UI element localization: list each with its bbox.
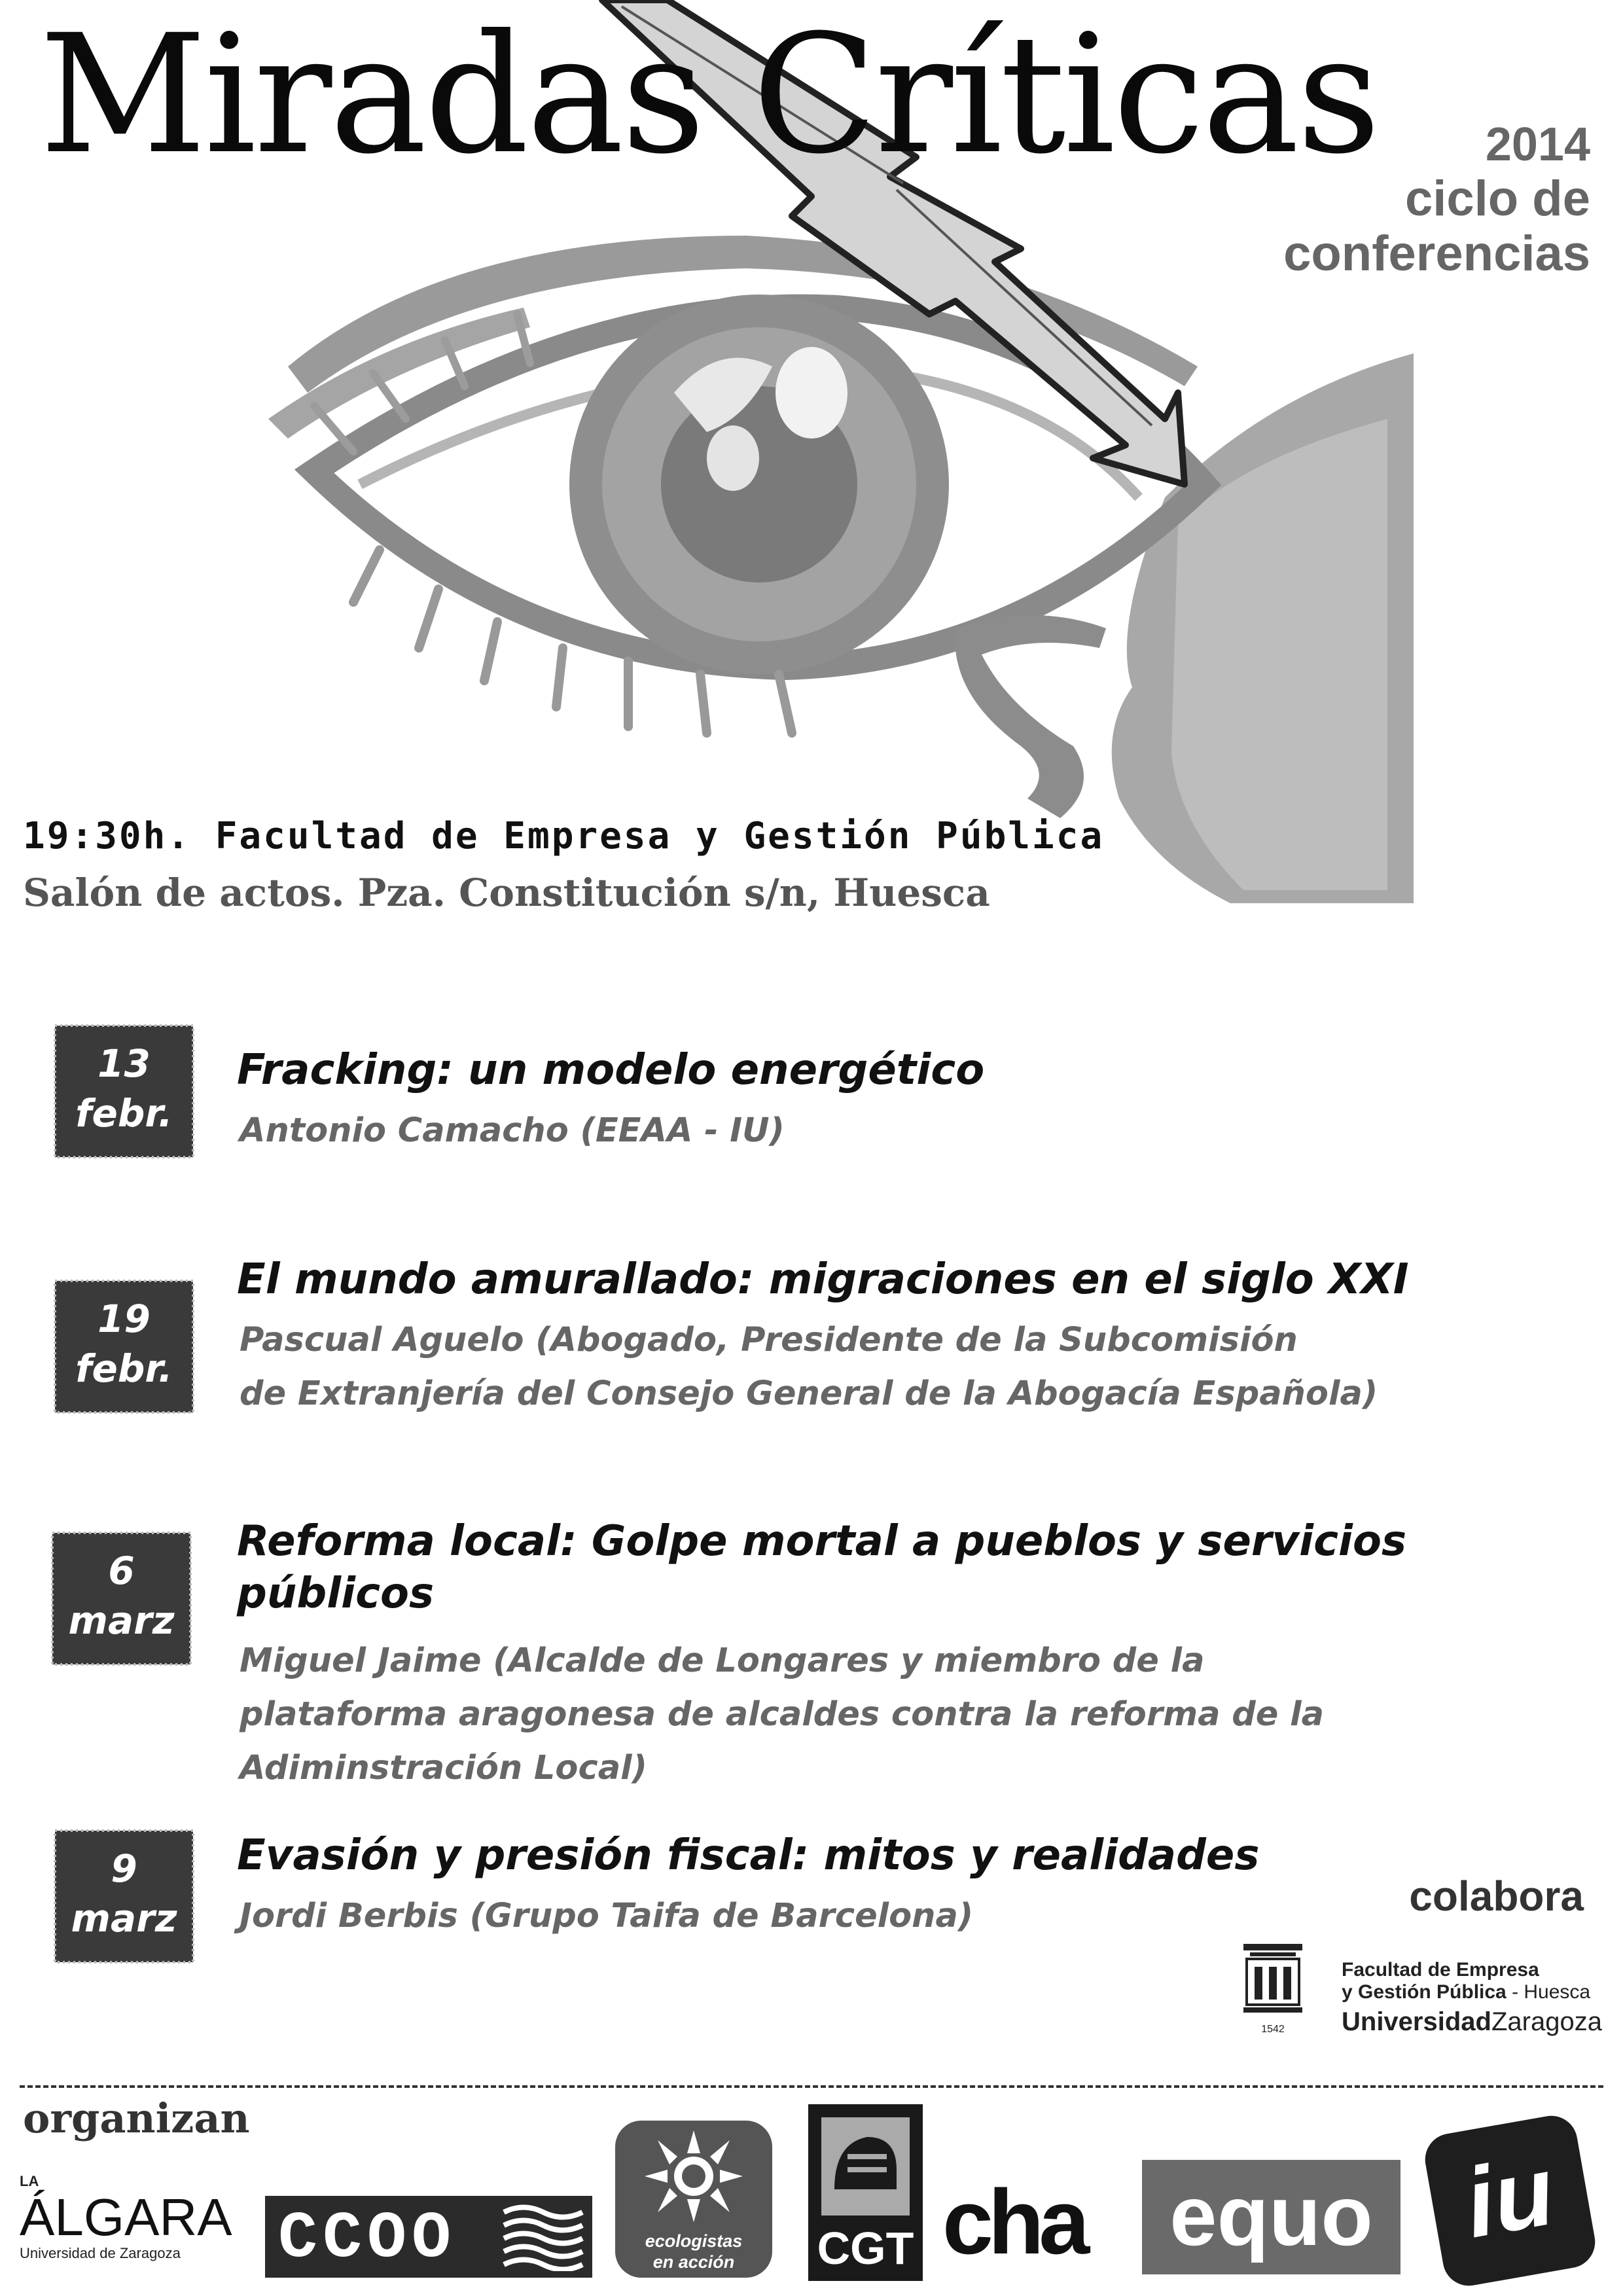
algara-name: ÁLGARA: [20, 2188, 232, 2246]
event-speaker: [240, 1634, 1483, 1795]
algara-logo: [20, 2173, 232, 2278]
equo-text: equo: [1169, 2168, 1373, 2263]
event-speaker-line: Antonio Camacho (EEAA - IU): [240, 1111, 785, 1150]
date-day: 13: [98, 1041, 151, 1086]
university-name-bold: Universidad: [1342, 2007, 1491, 2036]
date-badge: [54, 1280, 194, 1414]
iu-logo: [1421, 2111, 1599, 2289]
dashed-divider: [20, 2085, 1603, 2088]
facultad-location: - Huesca: [1506, 1981, 1591, 2003]
facultad-logo: [1240, 1934, 1602, 2045]
university-name-city: Zaragoza: [1491, 2007, 1602, 2036]
event-title: [237, 1253, 1415, 1306]
ccoo-logo: [265, 2196, 592, 2278]
cha-logo: [942, 2170, 1119, 2278]
date-badge: [54, 1024, 194, 1158]
date-badge: [51, 1532, 192, 1666]
event-title: [237, 1829, 1415, 1882]
event-speaker: [240, 1314, 1483, 1421]
date-month: febr.: [75, 1346, 173, 1391]
date-month: marz: [68, 1598, 175, 1643]
year: 2014: [1485, 118, 1590, 171]
event-speaker-line: Miguel Jaime (Alcalde de Longares y miembro de la: [240, 1641, 1205, 1680]
ecologistas-line-2: en acción: [652, 2252, 735, 2272]
event-title-line: Fracking: un modelo energético: [237, 1046, 985, 1094]
cha-text: cha: [942, 2170, 1085, 2273]
venue-address: Salón de actos. Pza. Constitución s/n, Huesca: [23, 870, 990, 915]
date-day: 9: [111, 1846, 137, 1891]
ccoo-flag-icon: [501, 2202, 586, 2271]
poster-title: Miradas Críticas: [39, 0, 1378, 190]
organizan-label: organizan: [23, 2094, 250, 2142]
ccoo-text: CCOO: [278, 2202, 457, 2276]
venue-time-place: 19:30h. Facultad de Empresa y Gestión Pública: [23, 815, 1105, 857]
colabora-label: colabora: [1409, 1873, 1584, 1920]
equo-logo: [1142, 2160, 1400, 2274]
subtitle-line-1: ciclo de: [1405, 171, 1590, 226]
facultad-name-line-1: Facultad de Empresa: [1342, 1959, 1539, 1981]
event-title-line: El mundo amurallado: migraciones en el siglo XXI: [237, 1255, 1409, 1304]
ecologistas-logo: [615, 2121, 772, 2278]
date-month: febr.: [75, 1091, 173, 1136]
event-title-line: Reforma local: Golpe mortal a pueblos y servicios: [237, 1517, 1407, 1566]
event-speaker-line: Jordi Berbis (Grupo Taifa de Barcelona): [240, 1897, 974, 1935]
date-month: marz: [71, 1896, 177, 1941]
event-title: [237, 1044, 1415, 1096]
event-speaker: [240, 1104, 1483, 1158]
ecologistas-line-1: ecologistas: [645, 2231, 743, 2251]
event-title-line: públicos: [237, 1570, 435, 1618]
algara-small: LA: [20, 2173, 39, 2189]
iu-text: iu: [1457, 2134, 1562, 2259]
cgt-text: CGT: [817, 2223, 914, 2274]
event-speaker-line: de Extranjería del Consejo General de la Abogacía Española): [240, 1374, 1378, 1413]
seal-year: 1542: [1261, 2024, 1285, 2035]
event-speaker-line: plataforma aragonesa de alcaldes contra la reforma de la: [240, 1695, 1325, 1734]
facultad-name-line-2: y Gestión Pública: [1342, 1981, 1507, 2003]
event-speaker-line: Pascual Aguelo (Abogado, Presidente de la Subcomisión: [240, 1321, 1298, 1359]
event-title: [237, 1515, 1415, 1620]
subtitle-line-2: conferencias: [1283, 226, 1590, 281]
date-badge: [54, 1829, 194, 1964]
cgt-logo: [808, 2104, 923, 2281]
event-title-line: Evasión y presión fiscal: mitos y realidades: [237, 1831, 1260, 1880]
subtitle: [1283, 171, 1590, 281]
university-seal-icon: [1240, 1941, 1306, 2039]
fist-icon: [821, 2117, 910, 2215]
sun-icon: [645, 2130, 743, 2222]
event-speaker-line: Adiminstración Local): [240, 1749, 647, 1787]
algara-subtitle: Universidad de Zaragoza: [20, 2245, 181, 2261]
date-day: 6: [108, 1549, 135, 1593]
date-day: 19: [98, 1297, 151, 1341]
